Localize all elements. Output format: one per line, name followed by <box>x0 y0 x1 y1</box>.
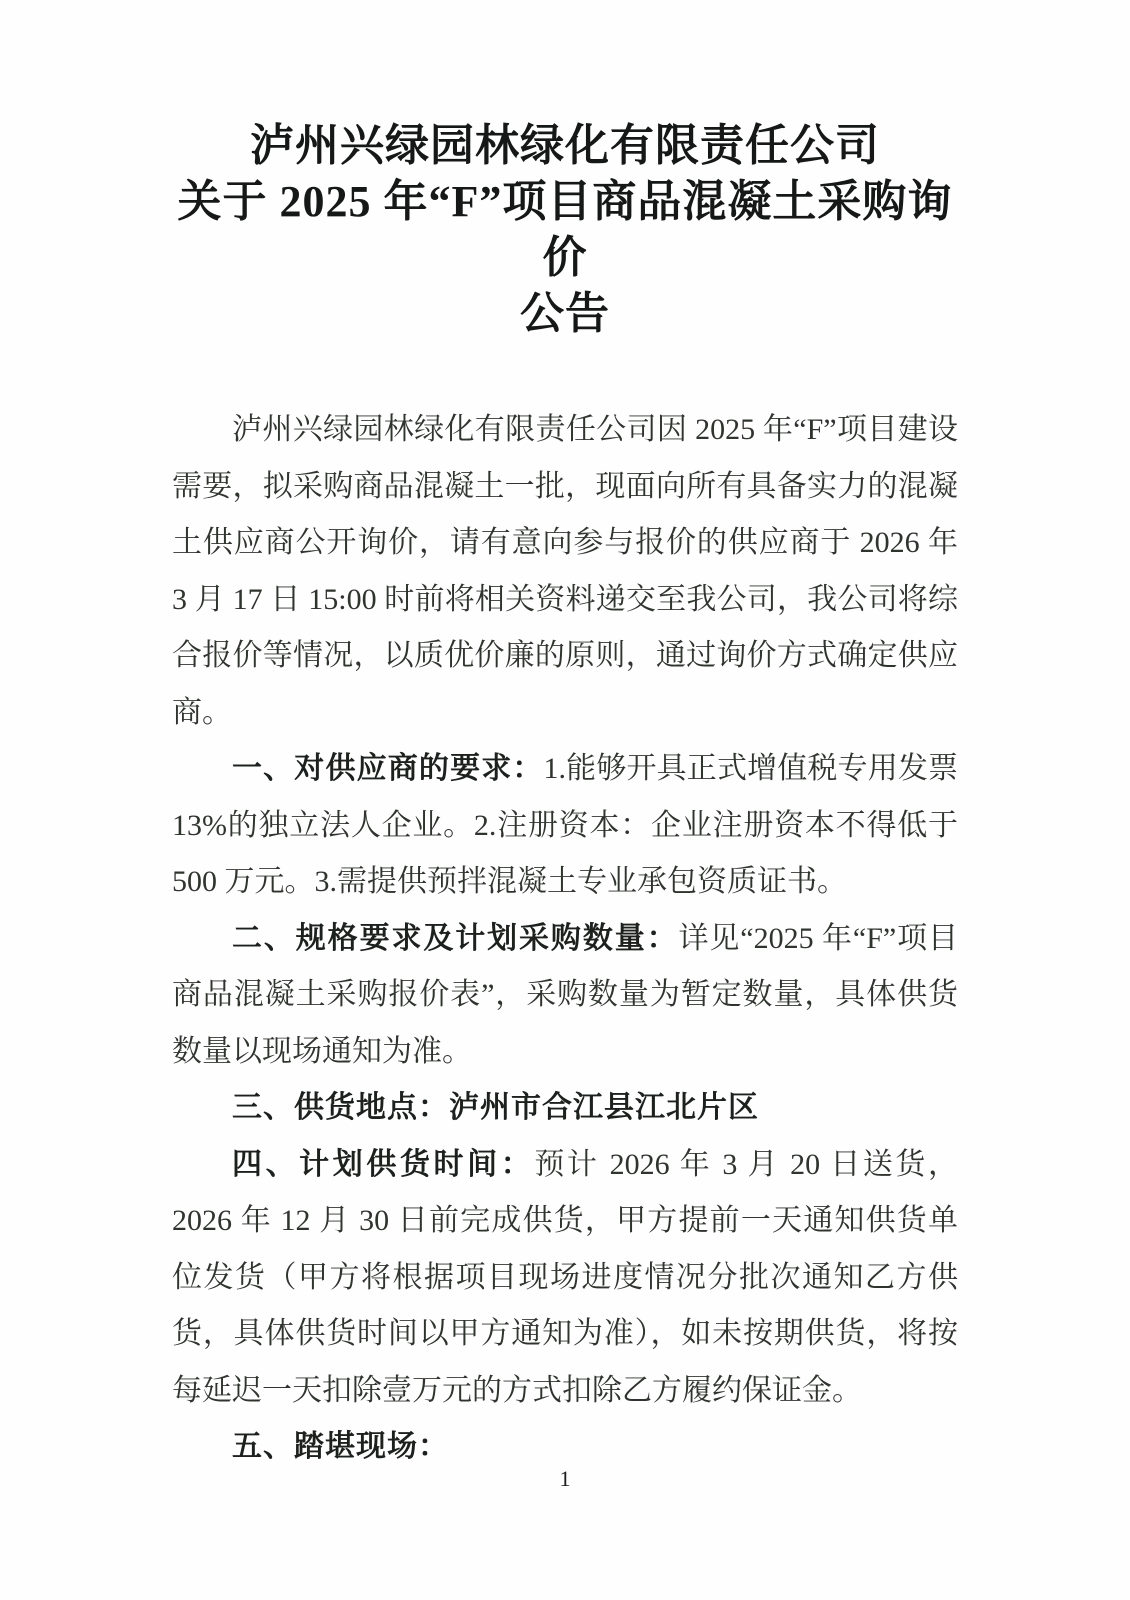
section-1-label: 一、对供应商的要求： <box>232 752 544 785</box>
title-line-subject: 关于 2025 年“F”项目商品混凝土采购询价 <box>177 177 953 282</box>
page-number: 1 <box>559 1466 571 1491</box>
section-4-text: 预计 2026 年 3 月 20 日送货，2026 年 12 月 30 日前完成供货，甲方提前一天通知供货单位发货（甲方将根据项目现场进度情况分批次通知乙方供货，具体供货时间以甲方通知为准），如未按期供货，将按每延迟一天扣除壹万元的方式扣除乙方履约保证金。 <box>172 1147 959 1407</box>
section-2-label: 二、规格要求及计划采购数量： <box>232 921 679 955</box>
paragraph-section-4 <box>172 1137 958 1420</box>
title-line-company: 泸州兴绿园林绿化有限责任公司 <box>250 121 880 170</box>
paragraph-section-2 <box>172 911 958 1081</box>
paragraph-section-1 <box>172 741 958 911</box>
section-4-label: 四、计划供货时间： <box>232 1147 535 1181</box>
document-body <box>172 402 958 1476</box>
title-line-notice: 公告 <box>520 289 610 338</box>
section-1-text: 1.能够开具正式增值税专用发票 13%的独立法人企业。2.注册资本：企业注册资本不得低于 500 万元。3.需提供预拌混凝土专业承包资质证书。 <box>172 752 959 898</box>
paragraph-intro <box>172 402 958 741</box>
paragraph-intro-text: 泸州兴绿园林绿化有限责任公司因 2025 年“F”项目建设需要，拟采购商品混凝土一批，现面向所有具备实力的混凝土供应商公开询价，请有意向参与报价的供应商于 2026 年 3 月 17 日 15:00 时前将相关资料递交至我公司，我公司将综合报价等情况，以质优价廉的原则，通过询价方式确定供应商。 <box>172 413 958 729</box>
section-5-label: 五、踏堪现场： <box>232 1430 449 1463</box>
document-title <box>172 118 958 342</box>
paragraph-section-3 <box>172 1080 958 1137</box>
section-3-label: 三、供货地点：泸州市合江县江北片区 <box>232 1091 759 1124</box>
section-2-text: 详见“2025 年“F”项目商品混凝土采购报价表”，采购数量为暂定数量，具体供货数量以现场通知为准。 <box>172 921 959 1068</box>
